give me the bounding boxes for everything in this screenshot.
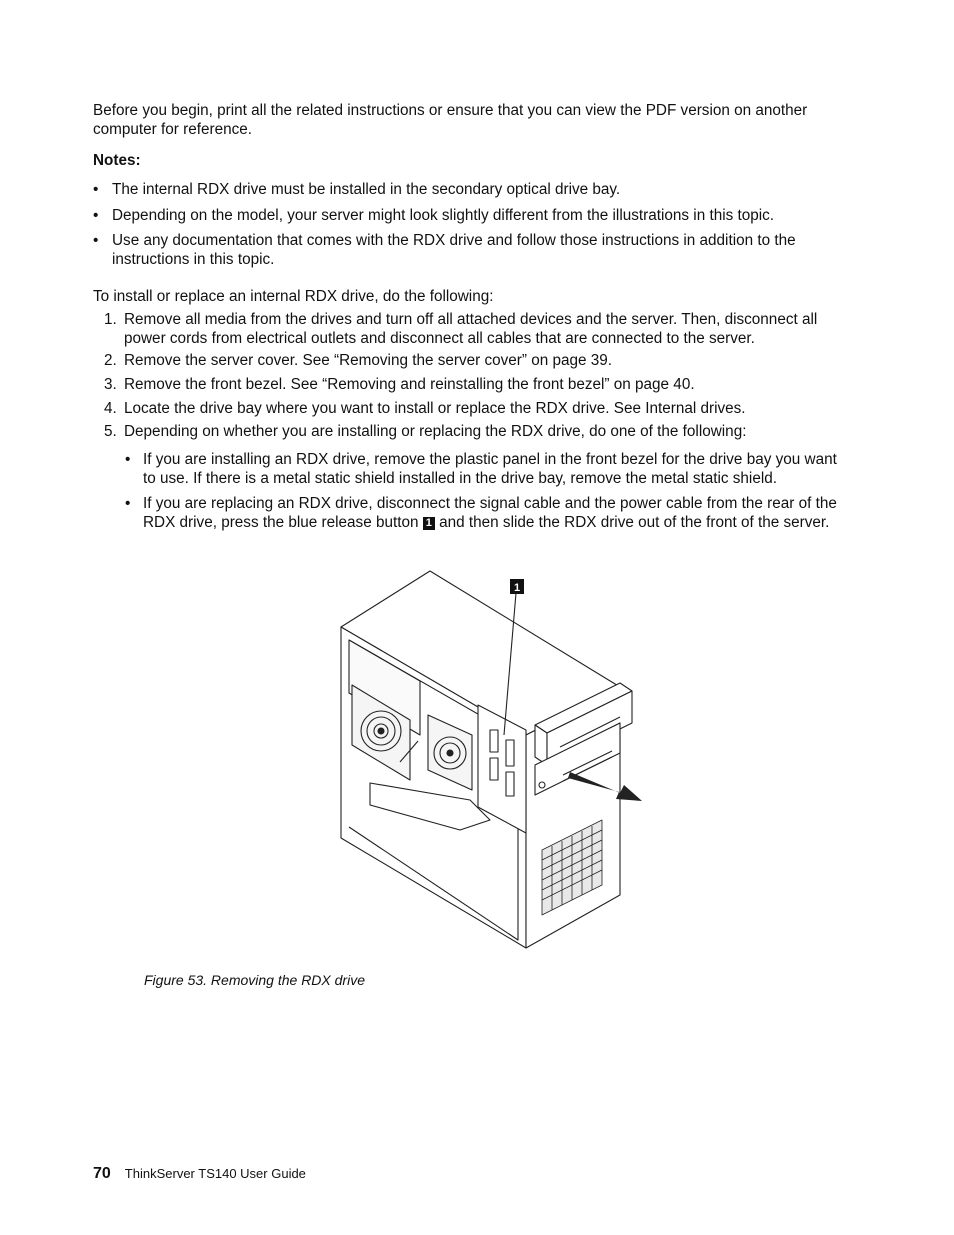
- step-number: 3.: [104, 376, 117, 393]
- note-text: Depending on the model, your server might look slightly different from the illustrations in this topic.: [112, 207, 775, 224]
- procedure-lead: To install or replace an internal RDX drive, do the following:: [93, 288, 494, 305]
- figure-callout-label: 1: [513, 582, 521, 594]
- step-number: 4.: [104, 400, 117, 417]
- step-number: 2.: [104, 352, 117, 369]
- substep-item: [125, 495, 850, 532]
- bullet-glyph: •: [125, 495, 131, 512]
- step-text: Remove the front bezel. See “Removing and reinstalling the front bezel” on page 40.: [124, 376, 695, 393]
- note-item: [93, 232, 813, 269]
- page-footer: [93, 1165, 306, 1184]
- intro-paragraph: Before you begin, print all the related instructions or ensure that you can view the PDF version on another computer for reference.: [93, 102, 808, 138]
- note-item: [93, 181, 853, 200]
- substep-item: [125, 451, 850, 488]
- notes-heading: Notes:: [93, 152, 141, 169]
- substep-text: If you are installing an RDX drive, remove the plastic panel in the front bezel for the drive bay you want to use. If there is a metal static shield installed in the drive bay, remove the metal static shield.: [143, 451, 837, 487]
- document-title: ThinkServer TS140 User Guide: [124, 1166, 306, 1181]
- step-item: [104, 376, 849, 395]
- step-text: Locate the drive bay where you want to install or replace the RDX drive. See Internal drives.: [124, 400, 746, 417]
- bullet-glyph: •: [93, 207, 99, 224]
- note-text: Use any documentation that comes with the RDX drive and follow those instructions in addition to the instructions in this topic.: [112, 232, 796, 268]
- callout-badge: 1: [423, 517, 435, 530]
- bullet-glyph: •: [93, 232, 99, 249]
- step-number: 1.: [104, 311, 117, 328]
- substep-text-before: If you are replacing an RDX drive, disconnect the signal cable and the power cable from the rear of the RDX drive, press the blue release button: [143, 495, 837, 531]
- page-number: 70: [93, 1165, 111, 1182]
- substep-text-after: and then slide the RDX drive out of the front of the server.: [439, 513, 830, 531]
- note-text: The internal RDX drive must be installed in the secondary optical drive bay.: [112, 181, 621, 198]
- substep-text: [143, 495, 850, 532]
- step-number: 5.: [104, 423, 117, 440]
- step-text: Remove the server cover. See “Removing the server cover” on page 39.: [124, 352, 613, 369]
- step-text: Depending on whether you are installing or replacing the RDX drive, do one of the following:: [124, 423, 747, 440]
- note-item: [93, 207, 853, 226]
- bullet-glyph: •: [125, 451, 131, 468]
- step-item: [104, 423, 849, 442]
- step-text: Remove all media from the drives and turn off all attached devices and the server. Then, disconnect all power cords from electrical outlets and disconnect all cables that are connected to the server.: [124, 311, 818, 347]
- figure-caption: Figure 53. Removing the RDX drive: [144, 972, 365, 988]
- rdx-removal-illustration: [330, 565, 650, 955]
- step-item: [104, 352, 849, 371]
- step-item: [104, 311, 849, 348]
- step-item: [104, 400, 849, 419]
- bullet-glyph: •: [93, 181, 99, 198]
